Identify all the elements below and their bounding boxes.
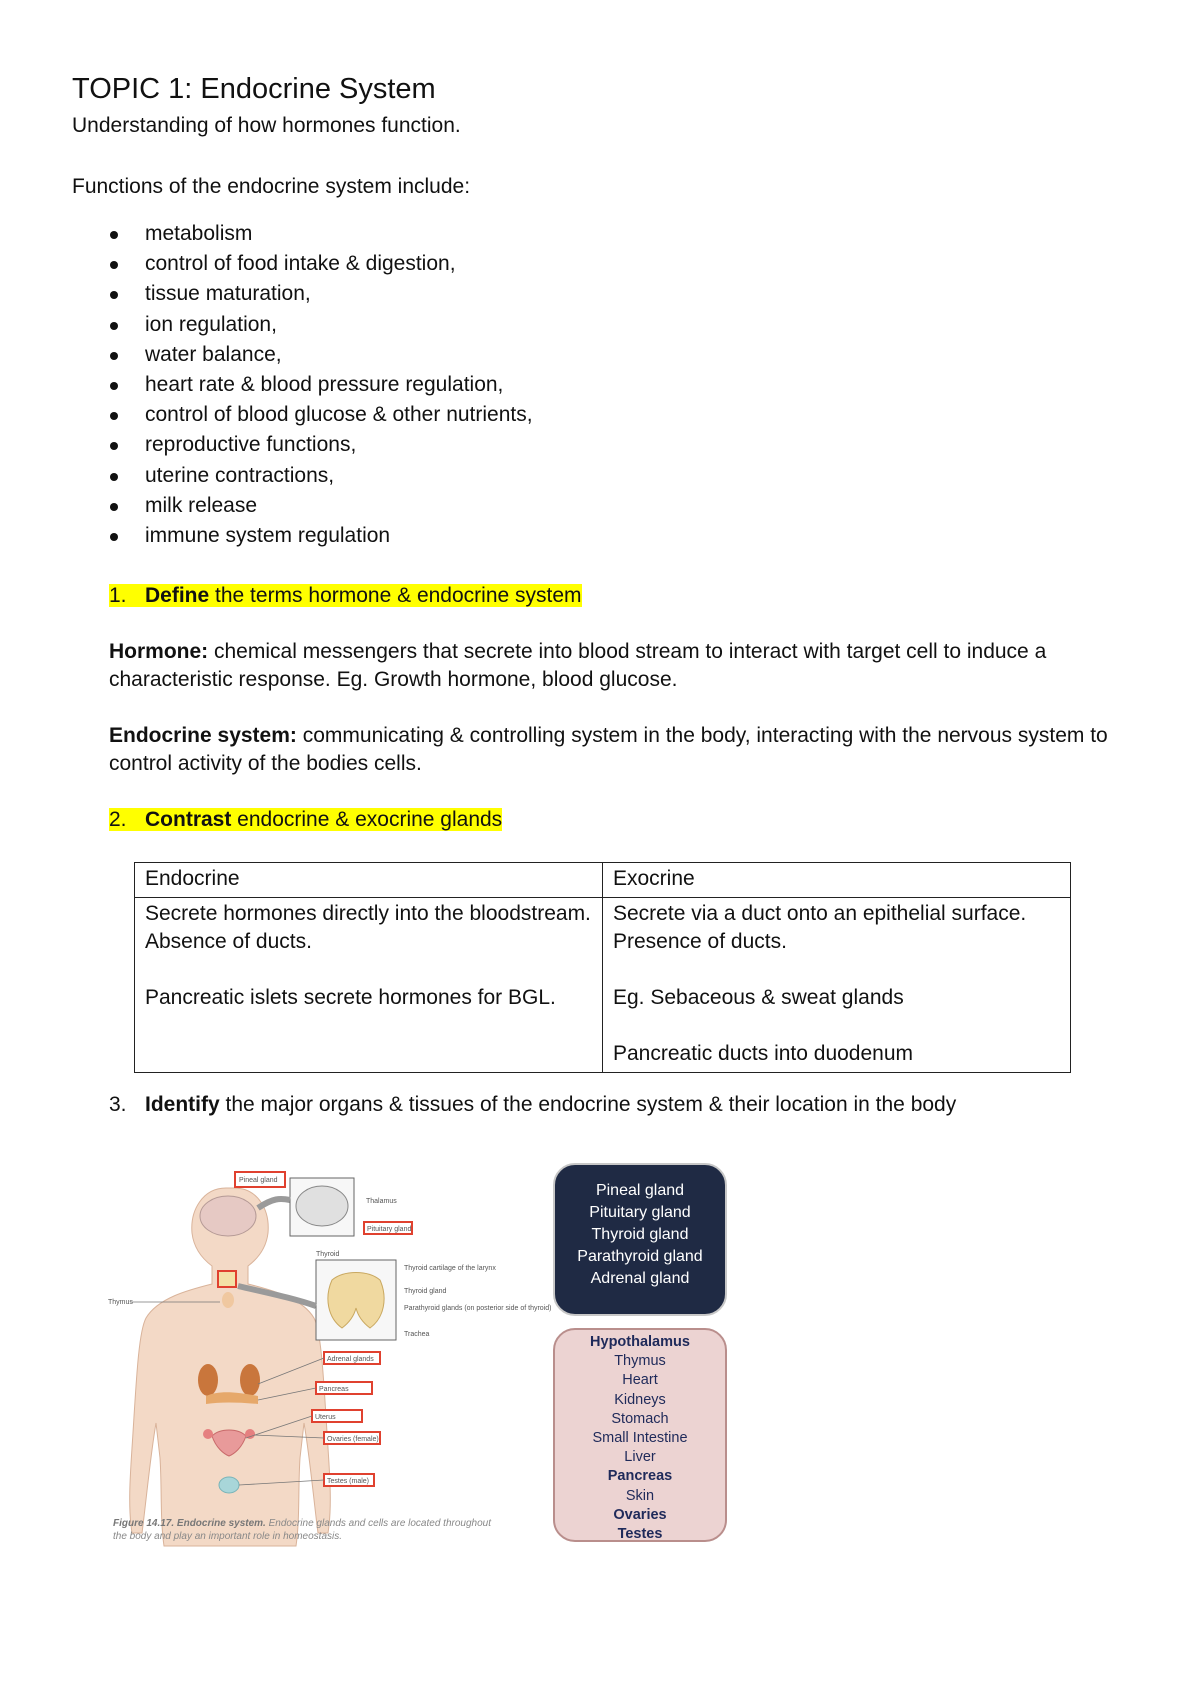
list-item: Pituitary gland	[589, 1204, 691, 1221]
list-item: reproductive functions,	[72, 430, 533, 460]
list-item: Skin	[625, 1487, 655, 1504]
question-number: 2.	[109, 808, 127, 831]
inset-brain-shape	[296, 1186, 348, 1226]
table-header-row	[135, 863, 1071, 898]
caption-title: Figure 14.17. Endocrine system.	[113, 1518, 266, 1529]
question-verb: Identify	[145, 1093, 220, 1116]
list-item: water balance,	[72, 340, 533, 370]
question-1	[109, 584, 582, 608]
page-title: TOPIC 1: Endocrine System	[72, 73, 436, 105]
label-trachea: Trachea	[404, 1331, 430, 1338]
list-item: uterine contractions,	[72, 461, 533, 491]
list-item: immune system regulation	[72, 521, 533, 551]
kidney-left-shape	[198, 1364, 218, 1396]
label-thyroid: Thyroid	[316, 1251, 340, 1258]
table-cell-endocrine	[135, 898, 603, 1073]
question-1-highlight	[109, 584, 582, 607]
label-thyroid-gland: Thyroid gland	[404, 1288, 447, 1295]
question-verb: Define	[145, 584, 210, 607]
hormone-definition	[109, 638, 1159, 694]
list-item: Liver	[624, 1449, 656, 1466]
caption-text: Endocrine glands and cells are located throughout the body and play an important role in homeostasis.	[113, 1518, 491, 1542]
label-ovaries: Ovaries (female)	[327, 1436, 379, 1443]
list-item: Small Intestine	[592, 1430, 688, 1447]
thymus-shape	[222, 1292, 234, 1308]
list-item: Parathyroid gland	[577, 1248, 703, 1265]
endocrine-system-definition	[109, 722, 1159, 778]
cell-paragraph: Eg. Sebaceous & sweat glands	[613, 986, 904, 1009]
definition-text: communicating & controlling system in the body, interacting with the nervous system to control activity of the bodies cells.	[109, 724, 1108, 775]
label-thyroid-cartilage: Thyroid cartilage of the larynx	[404, 1265, 496, 1272]
endocrine-system-figure	[108, 1158, 552, 1548]
page-subtitle: Understanding of how hormones function.	[72, 114, 461, 137]
list-item: Pineal gland	[595, 1182, 685, 1199]
cell-paragraph: Pancreatic islets secrete hormones for BGL.	[145, 986, 556, 1009]
list-item: Stomach	[611, 1410, 669, 1427]
cell-paragraph: Secrete hormones directly into the bloodstream. Absence of ducts.	[145, 902, 591, 953]
definition-term: Endocrine system:	[109, 724, 297, 747]
list-item: Thymus	[614, 1353, 666, 1370]
list-item: control of food intake & digestion,	[72, 249, 533, 279]
table-row	[135, 898, 1071, 1073]
question-number: 3.	[109, 1093, 127, 1116]
ovary-left-shape	[203, 1429, 213, 1439]
label-pancreas: Pancreas	[319, 1386, 349, 1393]
figure-caption	[113, 1517, 503, 1543]
list-item: Thyroid gland	[591, 1226, 689, 1243]
list-item: tissue maturation,	[72, 279, 533, 309]
list-item: Ovaries	[613, 1506, 667, 1523]
definition-term: Hormone:	[109, 640, 209, 663]
functions-intro: Functions of the endocrine system include:	[72, 175, 471, 198]
question-verb: Contrast	[145, 808, 232, 831]
list-item: ion regulation,	[72, 310, 533, 340]
question-text: endocrine & exocrine glands	[231, 808, 503, 831]
table-header-endocrine: Endocrine	[135, 863, 603, 898]
label-thalamus: Thalamus	[366, 1198, 397, 1205]
list-item: Heart	[622, 1372, 658, 1389]
list-item: Testes	[617, 1526, 663, 1543]
question-2-highlight	[109, 808, 502, 831]
label-adrenal: Adrenal glands	[327, 1356, 374, 1363]
label-pituitary: Pituitary gland	[367, 1226, 412, 1233]
brain-shape	[200, 1196, 256, 1236]
question-2	[109, 808, 502, 832]
inset-arrow	[258, 1199, 290, 1208]
label-parathyroid: Parathyroid glands (on posterior side of thyroid)	[404, 1305, 552, 1312]
list-item: milk release	[72, 491, 533, 521]
other-tissues-panel	[553, 1328, 727, 1542]
functions-list	[72, 219, 533, 551]
list-item: Hypothalamus	[590, 1334, 690, 1350]
glands-comparison-table	[134, 862, 1071, 1073]
cell-paragraph: Secrete via a duct onto an epithelial surface. Presence of ducts.	[613, 902, 1027, 953]
testes-shape	[219, 1477, 239, 1493]
label-testes: Testes (male)	[327, 1478, 370, 1485]
definition-text: chemical messengers that secrete into blood stream to interact with target cell to induce a characteristic response. Eg. Growth hormone, blood glucose.	[109, 640, 1047, 691]
kidney-right-shape	[240, 1364, 260, 1396]
list-item: control of blood glucose & other nutrients,	[72, 400, 533, 430]
list-item: heart rate & blood pressure regulation,	[72, 370, 533, 400]
question-text: the major organs & tissues of the endocrine system & their location in the body	[219, 1093, 957, 1116]
label-pineal: Pineal gland	[239, 1177, 278, 1184]
question-3	[109, 1093, 956, 1117]
label-thymus: Thymus	[108, 1299, 133, 1306]
list-item: Pancreas	[607, 1468, 673, 1485]
question-number: 1.	[109, 584, 127, 607]
list-item: Adrenal gland	[590, 1270, 690, 1287]
primary-glands-panel	[553, 1163, 727, 1316]
table-cell-exocrine	[603, 898, 1071, 1073]
neck-thyroid-box	[218, 1271, 236, 1287]
table-header-exocrine: Exocrine	[603, 863, 1071, 898]
list-item: metabolism	[72, 219, 533, 249]
question-text: the terms hormone & endocrine system	[209, 584, 582, 607]
label-uterus: Uterus	[315, 1414, 336, 1421]
list-item: Kidneys	[614, 1391, 666, 1408]
cell-paragraph: Pancreatic ducts into duodenum	[613, 1042, 914, 1065]
